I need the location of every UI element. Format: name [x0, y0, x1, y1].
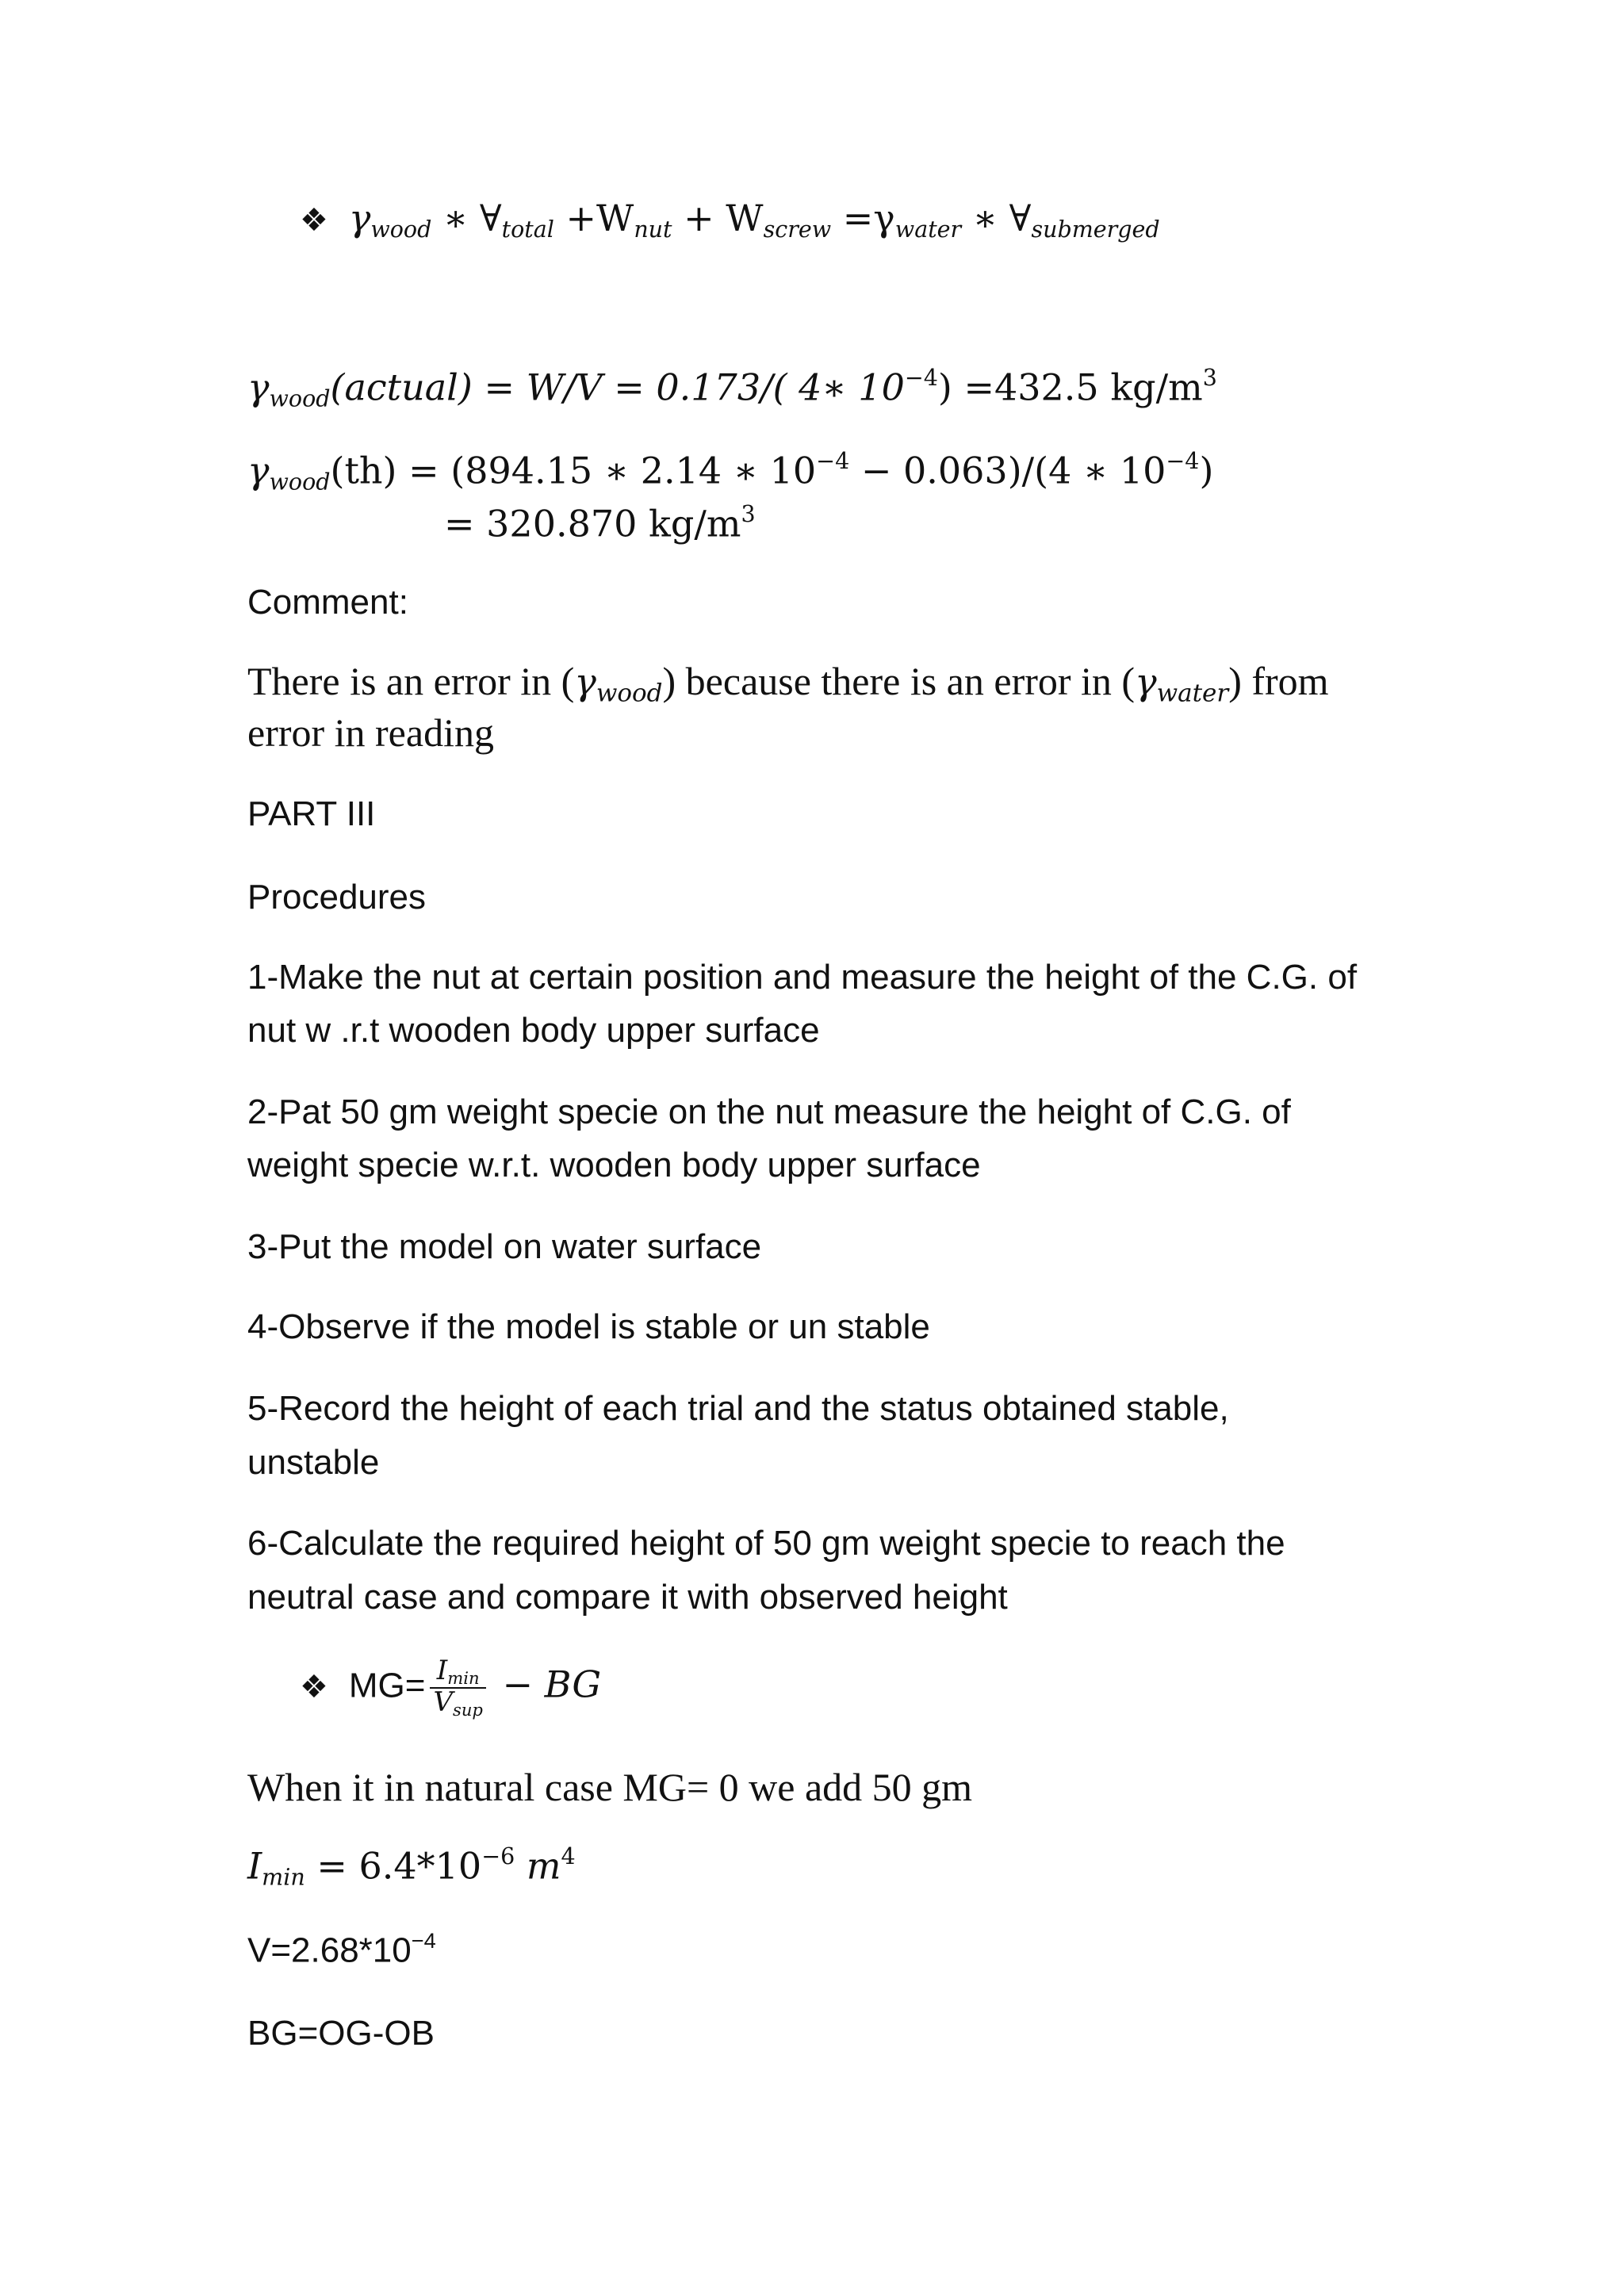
natural-case-text: When it in natural case MG= 0 we add 50 gm	[247, 1765, 973, 1809]
procedure-step-2-line-1: 2-Pat 50 gm weight specie on the nut measure the height of C.G. of	[247, 1093, 1291, 1131]
gamma-wood-theoretical-result: = 320.870 $kg/m^3$	[444, 501, 756, 545]
volume-value: $V=2.68*10^{-4}$	[247, 1928, 436, 1970]
comment-text-line-1: There is an error in $(\gamma_{wood})$ because there is an error in $(\gamma_{water})$ from	[247, 659, 1329, 708]
bg-equation: BG=OG-OB	[247, 2014, 435, 2053]
diamond-bullet-icon: ❖	[300, 202, 328, 239]
i-min-value: $I_{min} = 6.4*10^{-6}$ $m^4$	[247, 1843, 576, 1891]
procedure-step-6-line-2: neutral case and compare it with observed height	[247, 1578, 1008, 1617]
procedure-step-4: 4-Observe if the model is stable or un stable	[247, 1307, 930, 1346]
procedure-step-1-line-1: 1-Make the nut at certain position and measure the height of the C.G. of	[247, 958, 1358, 997]
procedure-step-6-line-1: 6-Calculate the required height of 50 gm weight specie to reach the	[247, 1524, 1285, 1563]
mg-fraction: $\frac{I_{min}}{V_{sup}}$	[430, 1657, 485, 1719]
comment-text-line-2: error in reading	[247, 710, 494, 755]
gamma-wood-theoretical-equation: $\gamma_{wood}(th) = (894.15$ ∗ 2.14 ∗ $10^{-4} - 0.063)/(4$ ∗ $10^{-4}$)	[247, 448, 1214, 496]
mg-formula: ❖ MG= $\frac{I_{min}}{V_{sup}}$ − BG	[300, 1655, 602, 1720]
comment-label: Comment:	[247, 583, 408, 622]
procedure-step-3: 3-Put the model on water surface	[247, 1227, 762, 1266]
procedure-step-1-line-2: nut w .r.t wooden body upper surface	[247, 1011, 820, 1050]
procedure-step-5-line-2: unstable	[247, 1443, 380, 1482]
procedures-heading: Procedures	[247, 878, 427, 916]
gamma-wood-actual-equation: $\gamma_{wood}(actual) = W/V = 0.173/$( 4∗ $10^{-4}) =432.5$ $kg/m^3$	[247, 365, 1217, 412]
procedure-step-2-line-2: weight specie w.r.t. wooden body upper surface	[247, 1146, 981, 1184]
procedure-step-5-line-1: 5-Record the height of each trial and the status obtained stable,	[247, 1389, 1229, 1428]
buoyancy-equation: ❖ $\gamma_{wood}$ ∗ $\forall_{total} +W_{nut} + W_{screw} =\gamma_{water}$ ∗ $\forall_{submerged}$	[300, 197, 1160, 243]
part-heading: PART III	[247, 794, 376, 833]
diamond-bullet-icon: ❖	[300, 1668, 328, 1705]
